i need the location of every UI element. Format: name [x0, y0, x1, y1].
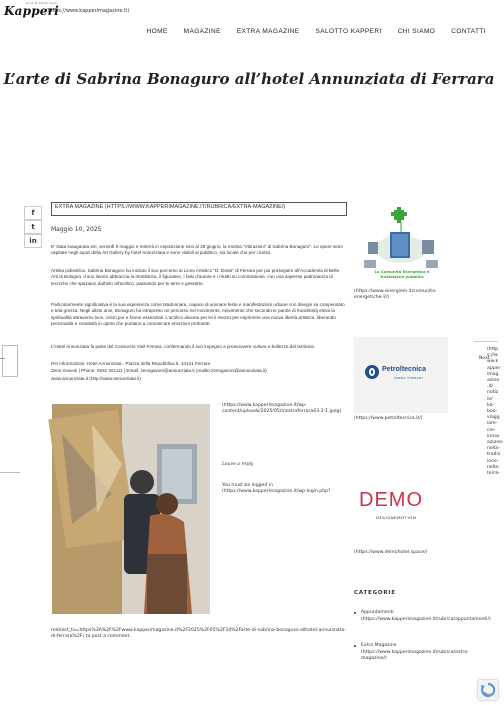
bullet-icon: [354, 612, 356, 614]
logo-url-text[interactable]: (https://www.kapperimagazine.it): [46, 8, 130, 14]
photo-link[interactable]: (https://www.kapperimagazine.it/wp-content/uploads/2025/05/mostraferrara63-2-1.jpeg): [222, 403, 342, 414]
demo-sub: DESIGNEMOTION: [376, 515, 417, 520]
info-line-1: Per informazioni: Hotel Annunziata - Piazza della Repubblica 5, 44121 Ferrara: [51, 361, 211, 366]
next-line: azine: [487, 378, 500, 384]
next-post-label[interactable]: Next: [479, 356, 490, 361]
linkedin-icon: in: [29, 237, 37, 245]
category-item-label: Extra Magazine (https://www.kapperimagazine.it/rubrica/extra-magazine/): [361, 643, 469, 662]
nav-item-chi-siamo[interactable]: CHI SIAMO: [397, 28, 436, 35]
categories-heading: CATEGORIE: [354, 590, 396, 596]
nav-item-magazine[interactable]: MAGAZINE: [183, 28, 221, 35]
next-line: ww.k: [487, 359, 499, 365]
next-line: .it/: [487, 384, 494, 390]
leave-reply-heading: Leave a reply: [222, 462, 254, 467]
petroltecnica-logo-mark: [369, 368, 375, 376]
demo-link[interactable]: (https://www.demohotel.space/): [354, 550, 428, 555]
recaptcha-icon: [478, 680, 498, 700]
info-line-3[interactable]: www.annunziata.it (http://www.annunziata.it): [51, 376, 141, 381]
category-item-label: Appuntamenti (https://www.kapperimagazine.it/rubrica/appuntamenti/): [361, 610, 491, 622]
article-paragraph-3: Particolarmente significativa è la sua esperienza come Madonnara, capace di animare feste e manifestazioni urbane con disegni su compensato e tela grezza. Negli ultimi anni, Bonaguro ha intrapreso un percorso nel movimento, movimento che secondo le parole di Kandinskij eleva la spiritualità attraverso luce, colori pur e forme essenziali. L'acrilico diventa per lei il mezzo per esprimere una nuova libertà artistica, liberando personalità e creatività in opere che puntano a comunicare emozioni profonde.: [51, 302, 345, 327]
next-line: cer-: [487, 427, 496, 433]
next-post-link[interactable]: [487, 347, 504, 477]
next-line: azione-: [487, 440, 504, 446]
nav-item-home[interactable]: HOME: [146, 28, 168, 35]
bullet-icon: [354, 645, 356, 647]
sinergiem-link[interactable]: (https://www.sinergiem.it/comunita-energetiche-2/): [354, 289, 437, 300]
left-edge-tab[interactable]: [2, 345, 18, 377]
next-line: apper: [487, 365, 501, 371]
article-paragraph-1: E' stata inaugurata ieri, venerdì 9 maggio e resterà in esposizione sino al 29 giugno, la mostra “Vibrazioni” di Sabrina Bonaguro”. Le opere sono ospitate negli spazi della Art Gallery by hotel Annunziata e sono visibili al pubblico, sia locale che per i turisti.: [51, 244, 343, 256]
category-item[interactable]: [354, 610, 491, 623]
nav-item-extra-magazine[interactable]: EXTRA MAGAZINE: [236, 28, 300, 35]
next-line: boo-: [487, 409, 498, 415]
linkedin-share-button[interactable]: [24, 234, 42, 248]
next-line: notiz: [487, 390, 499, 396]
twitter-icon: t: [31, 223, 35, 231]
petroltecnica-link[interactable]: (https://www.petroltecnica.it/): [354, 416, 423, 421]
next-line: ka-: [487, 402, 495, 408]
next-line: terra-: [487, 471, 500, 477]
main-nav: [147, 28, 486, 35]
sinergiem-ad-text: La Comunità Energetica e traslazione pubblica: [374, 269, 430, 279]
twitter-share-button[interactable]: [24, 220, 42, 234]
category-breadcrumb[interactable]: EXTRA MAGAZINE (HTTPS://WWW.KAPPERIMAGAZINE.IT/RUBRICA/EXTRA-MAGAZINE/): [51, 202, 347, 216]
photo-artwork: [52, 404, 210, 614]
logo-text: Kapperi: [4, 4, 59, 18]
next-line: nella-: [487, 446, 500, 452]
article-paragraph-2: Artista poliedrica, Sabrina Bonaguro ha iniziato il suo percorso al Liceo Artistico “D. Dossi” di Ferrara per poi proseguire all'Accademia di Belle Arti di Bologna. Il suo lavoro abbraccia la ritrattistica, il figurativo, i falsi d'autore e i ritratti su commissione, con una sapiente padronanza di tecniche che spaziano dall'olio all'acrilico, passando per le terre e gessetto.: [51, 268, 340, 286]
next-line: s://w: [487, 353, 498, 359]
next-line: ie/: [487, 396, 493, 402]
next-line: imag: [487, 371, 499, 377]
article-date: Maggio 10, 2025: [51, 226, 102, 233]
must-login-text[interactable]: You must be logged in (https://www.kapperimagazine.it/wp-login.php?: [222, 483, 331, 494]
recaptcha-badge[interactable]: [478, 680, 498, 700]
facebook-icon: f: [31, 209, 35, 217]
page-title: L’arte di Sabrina Bonaguro all’hotel Annunziata di Ferrara: [3, 70, 495, 88]
nav-item-salotto[interactable]: SALOTTO KAPPERI: [315, 28, 382, 35]
next-line: innov: [487, 433, 500, 439]
nav-item-contatti[interactable]: CONTATTI: [451, 28, 486, 35]
redirect-text[interactable]: redirect_to=https%3A%2F%2Fwww.kapperimagazine.it%2F2025%2F05%2F10%2Farte-di-sabrina-bonaguro-allhotel-annunziata-di-ferrara%2F) to post a comment.: [51, 628, 346, 640]
next-line: (http: [487, 347, 499, 352]
demo-brand: DEMO: [359, 489, 423, 511]
info-line-2[interactable]: Zeno Gavoni | Phone: 0532 201111 | Email: zenogavoni@annunziata.it (mailto:zenogavoni@annunziata.it): [51, 368, 267, 373]
category-item[interactable]: [354, 643, 469, 663]
next-line: tradiz: [487, 452, 501, 458]
next-line: iare-: [487, 421, 498, 427]
left-edge-divider: [0, 358, 5, 359]
petroltecnica-ad[interactable]: [354, 337, 448, 413]
demo-ad[interactable]: [354, 469, 448, 539]
article-paragraph-4: L'Hotel Annunziata fa parte del Consorzio Visit Ferrara, confermando il suo impegno a promuovere cultura e bellezza del territorio.: [51, 344, 316, 349]
petroltecnica-brand: Petroltecnica: [382, 366, 426, 373]
article-photo[interactable]: [52, 404, 210, 614]
next-line: viagg: [487, 415, 500, 421]
right-edge-divider: [474, 341, 498, 342]
left-edge-divider-2: [0, 472, 20, 473]
petroltecnica-sub: TERRA THERAPY: [394, 376, 424, 380]
next-line: nella-: [487, 464, 500, 470]
facebook-share-button[interactable]: [24, 206, 42, 220]
logo-tagline: food & drink style: [26, 1, 58, 5]
next-line: ione-: [487, 458, 499, 464]
sinergiem-ad[interactable]: [354, 204, 448, 286]
